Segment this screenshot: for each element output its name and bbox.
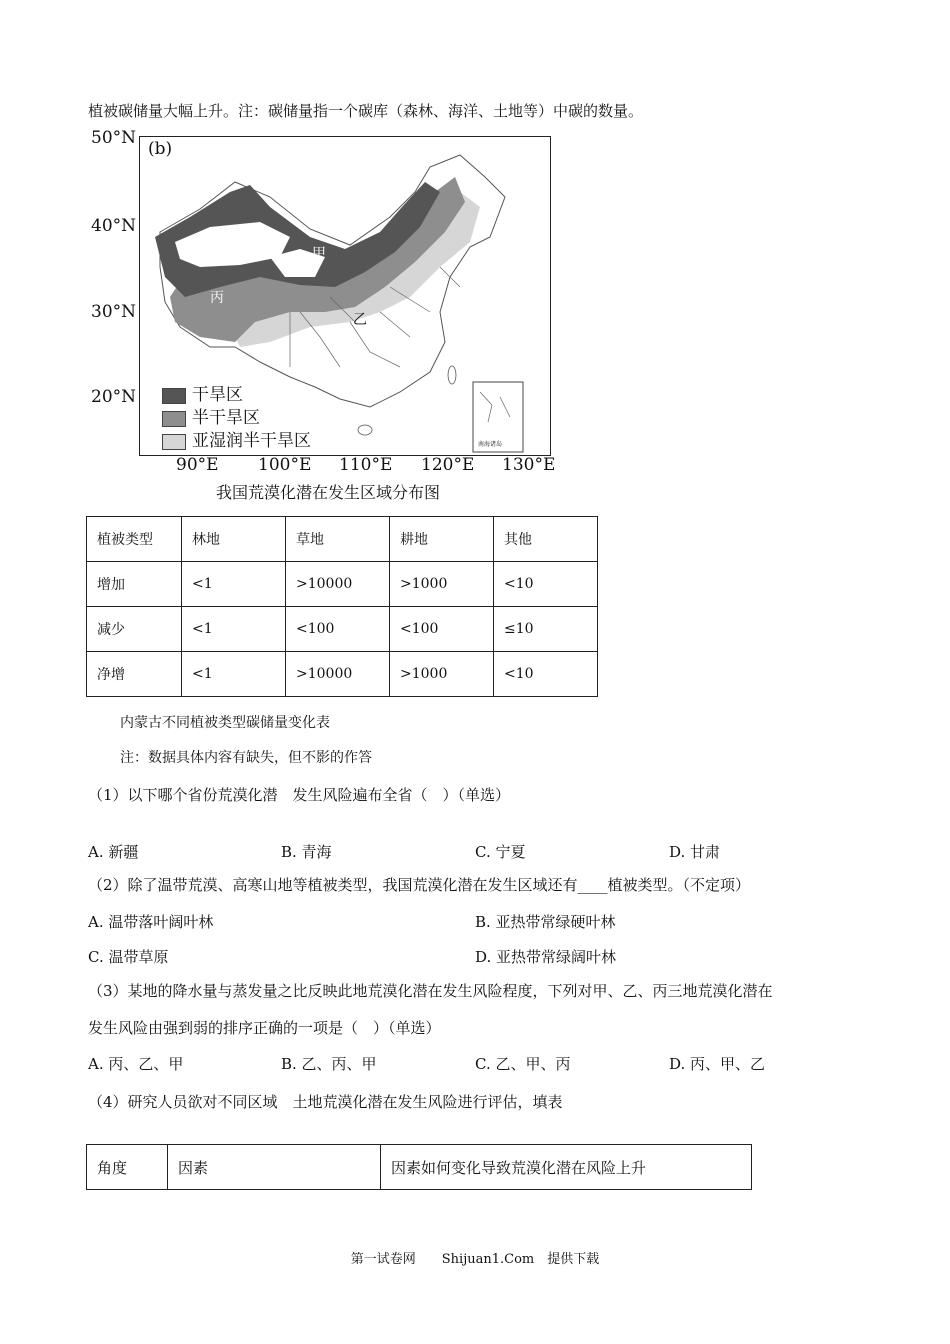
table-row <box>87 517 598 562</box>
table-header: 角度 <box>87 1145 168 1190</box>
legend-semi-arid: 半干旱区 <box>162 403 260 425</box>
assessment-table <box>86 1144 752 1190</box>
q2-option-a: A. 温带落叶阔叶林 <box>88 913 214 931</box>
table-header: 因素 <box>168 1145 381 1190</box>
table-cell: >1000 <box>390 562 494 607</box>
table-header: 植被类型 <box>87 517 182 562</box>
legend-arid: 干旱区 <box>162 380 243 402</box>
table-row <box>87 562 598 607</box>
footer: 第一试卷网 Shijuan1.Com 提供下载 <box>350 1252 600 1267</box>
table-header: 草地 <box>286 517 390 562</box>
question-2: （2）除了温带荒漠、高寒山地等植被类型，我国荒漠化潜在发生区域还有____植被类型。（不定项） <box>88 876 751 894</box>
table-caption: 内蒙古不同植被类型碳储量变化表 <box>120 715 330 731</box>
table-note: 注：数据具体内容有缺失，但不影的作答 <box>120 750 372 766</box>
q1-option-d: D. 甘肃 <box>669 843 721 861</box>
table-cell: <10 <box>494 562 598 607</box>
place-label-yi: 乙 <box>353 312 367 328</box>
table-cell: <1 <box>182 652 286 697</box>
carbon-table <box>86 516 598 697</box>
table-header: 其他 <box>494 517 598 562</box>
q2-option-c: C. 温带草原 <box>88 948 169 966</box>
map-frame <box>139 136 551 456</box>
legend-swatch-subhumid <box>162 434 186 450</box>
table-cell: <100 <box>286 607 390 652</box>
q3-option-a: A. 丙、乙、甲 <box>88 1055 184 1073</box>
table-header: 林地 <box>182 517 286 562</box>
q3-option-d: D. 丙、甲、乙 <box>669 1055 766 1073</box>
table-cell: ≤10 <box>494 607 598 652</box>
map-caption: 我国荒漠化潜在发生区域分布图 <box>215 483 440 502</box>
q2-option-d: D. 亚热带常绿阔叶林 <box>475 948 617 966</box>
inset-label: 南海诸岛 <box>478 441 503 448</box>
q3-option-c: C. 乙、甲、丙 <box>475 1055 571 1073</box>
table-cell: <100 <box>390 607 494 652</box>
legend-subhumid: 亚湿润半干旱区 <box>162 426 311 448</box>
q3-option-b: B. 乙、丙、甲 <box>281 1055 377 1073</box>
q2-option-b: B. 亚热带常绿硬叶林 <box>475 913 616 931</box>
legend-swatch-arid <box>162 388 186 404</box>
table-header: 耕地 <box>390 517 494 562</box>
table-cell: 减少 <box>87 607 182 652</box>
q1-option-b: B. 青海 <box>281 843 332 861</box>
desertification-map <box>86 128 566 488</box>
lat-label-30: 30°N <box>91 302 137 322</box>
table-cell: >1000 <box>390 652 494 697</box>
place-label-jia: 甲 <box>312 246 326 262</box>
lon-label-100: 100°E <box>258 455 312 475</box>
table-row <box>87 607 598 652</box>
table-cell: <1 <box>182 562 286 607</box>
table-row <box>87 1145 752 1190</box>
place-label-bing: 丙 <box>210 290 224 306</box>
table-cell: 净增 <box>87 652 182 697</box>
question-4: （4）研究人员欲对不同区域 土地荒漠化潜在发生风险进行评估，填表 <box>88 1093 563 1111</box>
q1-option-c: C. 宁夏 <box>475 843 526 861</box>
table-row <box>87 652 598 697</box>
q1-option-a: A. 新疆 <box>88 843 139 861</box>
question-1: （1）以下哪个省份荒漠化潜 发生风险遍布全省（ ）（单选） <box>88 786 511 804</box>
table-cell: >10000 <box>286 652 390 697</box>
table-cell: >10000 <box>286 562 390 607</box>
lat-label-50: 50°N <box>91 128 137 148</box>
lon-label-120: 120°E <box>421 455 475 475</box>
lat-label-40: 40°N <box>91 216 137 236</box>
table-cell: 增加 <box>87 562 182 607</box>
question-3-line-2: 发生风险由强到弱的排序正确的一项是（ ）（单选） <box>88 1019 441 1037</box>
lat-label-20: 20°N <box>91 387 137 407</box>
table-cell: <1 <box>182 607 286 652</box>
lon-label-110: 110°E <box>339 455 393 475</box>
legend-swatch-semi-arid <box>162 411 186 427</box>
question-3-line-1: （3）某地的降水量与蒸发量之比反映此地荒漠化潜在发生风险程度，下列对甲、乙、丙三地荒漠化潜在 <box>88 982 773 1000</box>
table-cell: <10 <box>494 652 598 697</box>
lon-label-90: 90°E <box>176 455 219 475</box>
lon-label-130: 130°E <box>502 455 556 475</box>
table-header: 因素如何变化导致荒漠化潜在风险上升 <box>381 1145 752 1190</box>
panel-label: (b) <box>148 139 173 159</box>
intro-text: 植被碳储量大幅上升。注：碳储量指一个碳库（森林、海洋、土地等）中碳的数量。 <box>88 102 644 120</box>
